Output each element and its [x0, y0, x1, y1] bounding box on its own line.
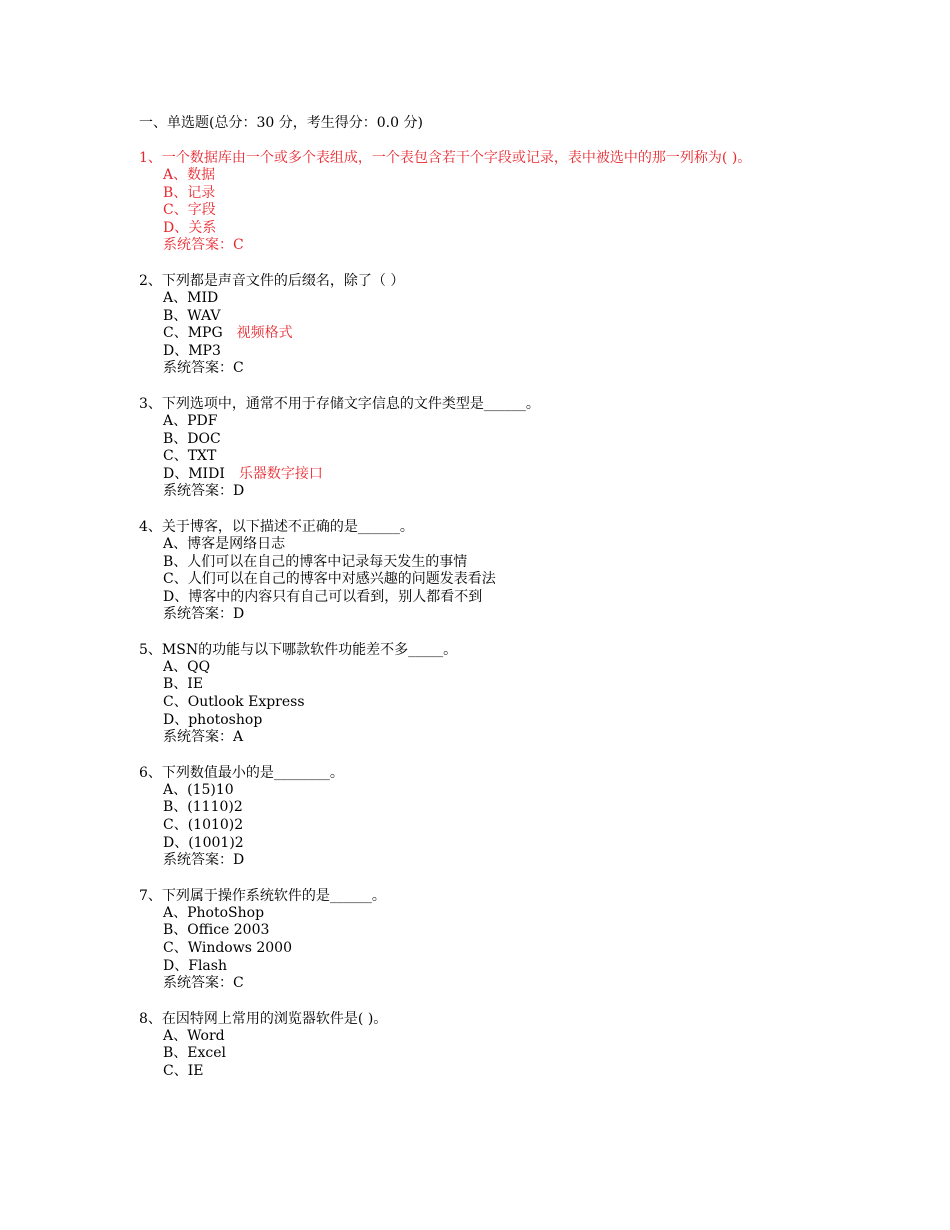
option-label: C、IE	[163, 1062, 204, 1079]
option-item	[163, 835, 819, 853]
section-title: 一、单选题(总分：30 分，考生得分：0.0 分)	[139, 115, 423, 131]
option-item	[163, 817, 819, 835]
option-list	[139, 905, 819, 993]
option-annotation: 视频格式	[236, 325, 293, 342]
option-label: D、MIDI	[163, 465, 225, 482]
option-label: D、photoshop	[163, 711, 263, 728]
system-answer: 系统答案：A	[163, 729, 244, 746]
option-item	[163, 958, 819, 976]
option-item	[163, 571, 819, 589]
option-item	[163, 343, 819, 361]
question-stem: 4、关于博客，以下描述不正确的是______。	[139, 518, 414, 535]
option-list	[139, 659, 819, 747]
option-label: B、(1110)2	[163, 799, 243, 816]
option-item	[163, 799, 819, 817]
system-answer: 系统答案：C	[163, 360, 244, 377]
option-label: A、Word	[163, 1027, 225, 1044]
option-label: B、DOC	[163, 430, 221, 447]
option-item	[163, 905, 819, 923]
option-item	[163, 202, 819, 220]
option-list	[139, 167, 819, 255]
question-8	[139, 1010, 819, 1081]
question-5	[139, 641, 819, 747]
option-annotation: 乐器数字接口	[238, 465, 323, 482]
option-label: C、人们可以在自己的博客中对感兴趣的问题发表看法	[163, 571, 496, 588]
option-item	[163, 1063, 819, 1081]
option-list	[139, 536, 819, 624]
option-list	[139, 782, 819, 870]
option-item	[163, 290, 819, 308]
option-item	[163, 220, 819, 238]
option-label: A、QQ	[163, 658, 211, 675]
option-list	[139, 290, 819, 378]
option-item	[163, 1045, 819, 1063]
option-label: C、Windows 2000	[163, 940, 292, 956]
option-label: B、Excel	[163, 1045, 227, 1062]
option-label: A、博客是网络日志	[163, 535, 286, 552]
option-label: C、TXT	[163, 448, 217, 465]
option-label: B、Office 2003	[163, 922, 270, 939]
option-item	[163, 659, 819, 677]
system-answer: 系统答案：C	[163, 237, 244, 254]
option-label: C、Outlook Express	[163, 694, 305, 711]
question-stem: 5、MSN的功能与以下哪款软件功能差不多_____。	[139, 641, 458, 658]
option-label: B、人们可以在自己的博客中记录每天发生的事情	[163, 553, 468, 570]
option-item	[163, 431, 819, 449]
question-stem: 8、在因特网上常用的浏览器软件是( )。	[139, 1010, 388, 1027]
option-item	[163, 466, 819, 484]
option-item	[163, 448, 819, 466]
option-label: B、WAV	[163, 307, 221, 324]
option-label: D、Flash	[163, 957, 227, 974]
option-item	[163, 167, 819, 185]
option-item	[163, 308, 819, 326]
option-item	[163, 940, 819, 958]
option-item	[163, 185, 819, 203]
question-stem: 3、下列选项中，通常不用于存储文字信息的文件类型是______。	[139, 395, 540, 412]
option-label: D、MP3	[163, 342, 221, 359]
option-item	[163, 554, 819, 572]
question-4	[139, 518, 819, 624]
question-stem: 2、下列都是声音文件的后缀名，除了（ ）	[139, 272, 405, 289]
option-label: C、MPG	[163, 325, 223, 342]
option-label: B、记录	[163, 184, 216, 201]
option-label: A、MID	[163, 289, 219, 306]
option-label: C、字段	[163, 202, 216, 219]
question-list	[139, 149, 819, 1098]
option-item	[163, 694, 819, 712]
option-item	[163, 782, 819, 800]
option-label: B、IE	[163, 676, 204, 693]
option-item	[163, 325, 819, 343]
option-label: C、(1010)2	[163, 817, 244, 834]
question-2	[139, 272, 819, 378]
option-item	[163, 922, 819, 940]
question-7	[139, 887, 819, 993]
question-stem: 1、一个数据库由一个或多个表组成，一个表包含若干个字段或记录，表中被选中的那一列称为( )。	[139, 150, 752, 166]
system-answer: 系统答案：D	[163, 852, 245, 869]
option-item	[163, 1028, 819, 1046]
system-answer: 系统答案：D	[163, 483, 245, 500]
option-item	[163, 712, 819, 730]
system-answer: 系统答案：D	[163, 606, 245, 623]
option-label: A、PhotoShop	[163, 904, 265, 921]
question-stem: 7、下列属于操作系统软件的是______。	[139, 887, 386, 904]
option-list	[139, 413, 819, 501]
option-label: A、PDF	[163, 412, 218, 429]
option-item	[163, 676, 819, 694]
option-item	[163, 536, 819, 554]
option-label: D、博客中的内容只有自己可以看到，别人都看不到	[163, 588, 483, 605]
option-list	[139, 1028, 819, 1081]
option-label: A、数据	[163, 167, 216, 183]
question-stem: 6、下列数值最小的是________。	[139, 764, 344, 781]
system-answer: 系统答案：C	[163, 975, 244, 992]
option-label: D、(1001)2	[163, 834, 244, 851]
option-label: D、关系	[163, 219, 217, 236]
question-3	[139, 395, 819, 501]
option-item	[163, 589, 819, 607]
option-label: A、(15)10	[163, 781, 234, 798]
question-1	[139, 149, 819, 255]
question-6	[139, 764, 819, 870]
option-item	[163, 413, 819, 431]
